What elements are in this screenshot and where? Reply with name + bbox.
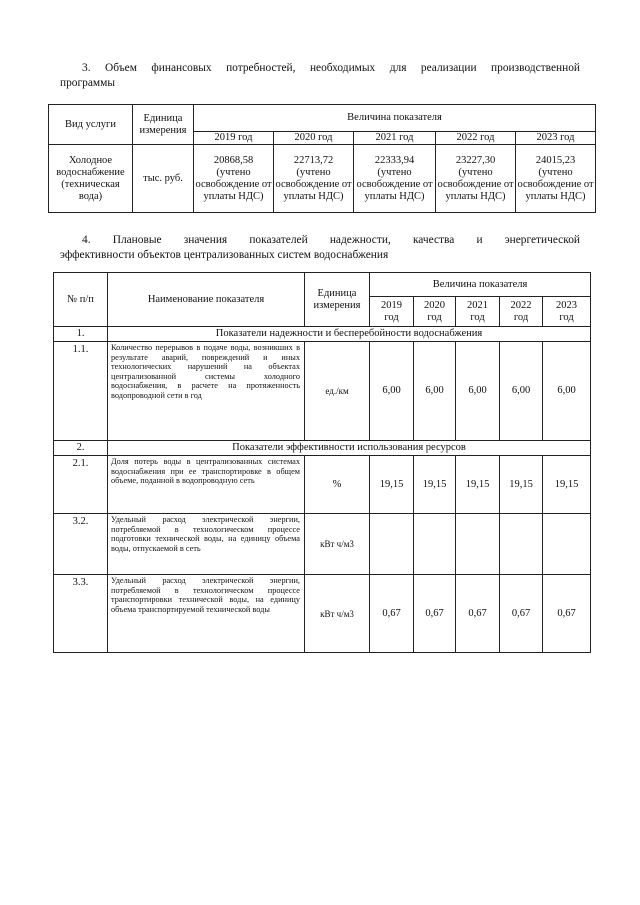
year-number: 2023 bbox=[556, 299, 578, 311]
indicator-value bbox=[456, 514, 500, 575]
year-suffix: год bbox=[559, 311, 574, 323]
year-header: 2021 год bbox=[354, 132, 436, 145]
row-number: 1.1. bbox=[54, 342, 108, 441]
indicator-value: 0,67 bbox=[543, 575, 591, 653]
indicator-value bbox=[370, 514, 414, 575]
indicator-value bbox=[414, 514, 456, 575]
col-unit-header: Единица измерения bbox=[133, 105, 194, 145]
indicator-unit: % bbox=[305, 456, 370, 514]
col-service-header: Вид услуги bbox=[49, 105, 133, 145]
value-cell bbox=[516, 145, 596, 213]
value-note: (учтено освобождение от уплаты НДС) bbox=[517, 166, 594, 202]
indicator-unit: кВт ч/м3 bbox=[305, 514, 370, 575]
value-note: (учтено освобождение от уплаты НДС) bbox=[356, 166, 433, 202]
value-amount: 24015,23 bbox=[535, 154, 576, 166]
indicator-value: 6,00 bbox=[414, 342, 456, 441]
indicator-value: 6,00 bbox=[543, 342, 591, 441]
year-number: 2021 bbox=[467, 299, 488, 311]
indicator-value: 0,67 bbox=[456, 575, 500, 653]
value-amount: 20868,58 bbox=[213, 154, 254, 166]
value-cell bbox=[436, 145, 516, 213]
section-4-heading bbox=[60, 233, 580, 263]
year-header: 2020 год bbox=[274, 132, 354, 145]
indicator-value: 19,15 bbox=[370, 456, 414, 514]
year-suffix: год bbox=[427, 311, 442, 323]
section-3-heading-line2: программы bbox=[60, 77, 115, 89]
indicator-value: 0,67 bbox=[370, 575, 414, 653]
indicator-value: 6,00 bbox=[500, 342, 543, 441]
value-cell bbox=[194, 145, 274, 213]
indicator-name: Доля потерь воды в централизованных системах водоснабжения при ее транспортировке в общем объеме, поданной в водопроводную сеть bbox=[108, 456, 305, 514]
indicator-value: 0,67 bbox=[414, 575, 456, 653]
section-number: 2. bbox=[54, 441, 108, 456]
row-number: 3.2. bbox=[54, 514, 108, 575]
col-value-header: Величина показателя bbox=[194, 105, 596, 132]
col-name-header: Наименование показателя bbox=[108, 273, 305, 327]
section-4-heading-line2: эффективности объектов централизованных систем водоснабжения bbox=[60, 249, 389, 261]
year-header: 2023 год bbox=[516, 132, 596, 145]
value-note: (учтено освобождение от уплаты НДС) bbox=[437, 166, 514, 202]
indicator-value: 19,15 bbox=[543, 456, 591, 514]
year-header bbox=[414, 297, 456, 327]
indicator-value: 6,00 bbox=[456, 342, 500, 441]
indicator-value: 0,67 bbox=[500, 575, 543, 653]
year-header bbox=[543, 297, 591, 327]
col-num-header: № п/п bbox=[54, 273, 108, 327]
row-number: 2.1. bbox=[54, 456, 108, 514]
year-number: 2019 bbox=[381, 299, 402, 311]
year-header bbox=[500, 297, 543, 327]
value-note: (учтено освобождение от уплаты НДС) bbox=[195, 166, 272, 202]
year-header: 2022 год bbox=[436, 132, 516, 145]
indicator-value: 19,15 bbox=[456, 456, 500, 514]
indicator-value: 19,15 bbox=[500, 456, 543, 514]
year-number: 2020 bbox=[424, 299, 445, 311]
section-number: 1. bbox=[54, 327, 108, 342]
year-number: 2022 bbox=[510, 299, 532, 311]
value-amount: 22713,72 bbox=[293, 154, 334, 166]
indicator-value: 19,15 bbox=[414, 456, 456, 514]
year-header bbox=[456, 297, 500, 327]
section-3-heading bbox=[60, 61, 580, 91]
section-3-heading-line1: 3. Объем финансовых потребностей, необходимых для реализации производственной bbox=[82, 62, 580, 74]
indicator-name: Удельный расход электрической энергии, потребляемой в технологическом процессе подготовки технической воды, на единицу объема воды, отпускаемой в сеть bbox=[108, 514, 305, 575]
year-suffix: год bbox=[470, 311, 485, 323]
service-name: Холодное водоснабжение (техническая вода) bbox=[49, 145, 133, 213]
indicator-unit: ед./км bbox=[305, 342, 370, 441]
row-number: 3.3. bbox=[54, 575, 108, 653]
year-header: 2019 год bbox=[194, 132, 274, 145]
indicator-name: Количество перерывов в подаче воды, возникших в результате аварий, повреждений и иных технологических нарушений на объектах централизованной системы холодного водоснабжения, в расчете на протяженность водопроводной сети в год bbox=[108, 342, 305, 441]
value-amount: 23227,30 bbox=[455, 154, 496, 166]
year-suffix: год bbox=[513, 311, 529, 323]
indicator-value: 6,00 bbox=[370, 342, 414, 441]
section-title: Показатели эффективности использования ресурсов bbox=[108, 441, 591, 456]
col-value-header: Величина показателя bbox=[370, 273, 591, 297]
value-cell bbox=[274, 145, 354, 213]
indicator-name: Удельный расход электрической энергии, потребляемой в технологическом процессе транспортировки технической воды, на единицу объема транспортируемой технической воды bbox=[108, 575, 305, 653]
indicators-table bbox=[53, 272, 591, 653]
section-4-heading-line1: 4. Плановые значения показателей надежности, качества и энергетической bbox=[82, 234, 580, 246]
year-suffix: год bbox=[384, 311, 399, 323]
indicator-unit: кВт ч/м3 bbox=[305, 575, 370, 653]
financial-needs-table bbox=[48, 104, 596, 213]
value-cell bbox=[354, 145, 436, 213]
indicator-value bbox=[500, 514, 543, 575]
value-amount: 22333,94 bbox=[374, 154, 415, 166]
service-unit: тыс. руб. bbox=[133, 145, 194, 213]
value-note: (учтено освобождение от уплаты НДС) bbox=[275, 166, 352, 202]
section-title: Показатели надежности и бесперебойности водоснабжения bbox=[108, 327, 591, 342]
indicator-value bbox=[543, 514, 591, 575]
col-unit-header: Единица измерения bbox=[305, 273, 370, 327]
year-header bbox=[370, 297, 414, 327]
